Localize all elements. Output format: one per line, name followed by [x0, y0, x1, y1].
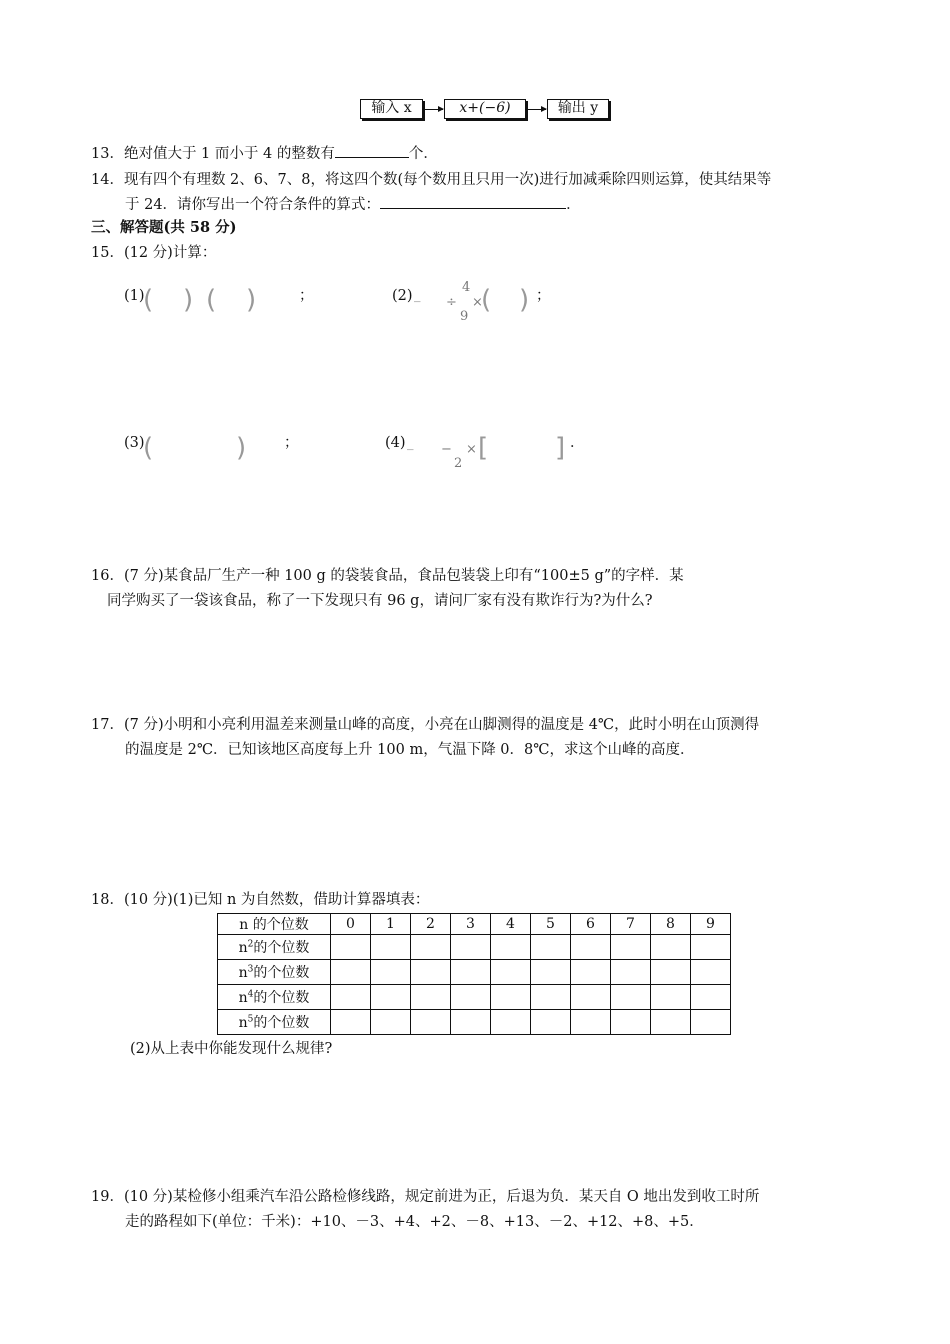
table-cell[interactable] — [611, 985, 651, 1010]
table-cell[interactable] — [531, 985, 571, 1010]
table-cell[interactable] — [651, 960, 691, 985]
table-row — [218, 1010, 731, 1035]
q15-part1-semi-text: ； — [299, 288, 314, 304]
section-3-title — [91, 218, 237, 238]
q15-part4-times-text: × — [466, 442, 477, 457]
table-cell[interactable] — [571, 985, 611, 1010]
q14-text-line2: 于 24．请你写出一个符合条件的算式： — [125, 197, 381, 213]
q15-part2-paren-open: ( — [481, 285, 492, 315]
table-cell[interactable] — [451, 1010, 491, 1035]
table-header-digit: 6 — [571, 914, 611, 935]
q14-number: 14． — [91, 172, 124, 188]
q15-part1-text: (1) — [124, 288, 145, 304]
table-cell[interactable] — [371, 985, 411, 1010]
table-header-digit: 1 — [371, 914, 411, 935]
table-cell[interactable] — [371, 935, 411, 960]
table-cell[interactable] — [571, 935, 611, 960]
row-base: n — [238, 940, 248, 956]
q15-part1-semicolon — [299, 286, 314, 306]
row-suffix: 的个位数 — [253, 940, 310, 956]
table-cell[interactable] — [331, 985, 371, 1010]
table-cell[interactable] — [611, 1010, 651, 1035]
table-header-label: n 的个位数 — [218, 914, 331, 935]
table-row-label — [218, 935, 331, 960]
table-cell[interactable] — [331, 960, 371, 985]
row-exponent: 3 — [247, 964, 254, 975]
q19-number: 19． — [91, 1189, 124, 1205]
q14-answer-blank[interactable] — [380, 194, 566, 209]
flow-arrow-2 — [528, 109, 546, 110]
table-cell[interactable] — [491, 960, 531, 985]
table-cell[interactable] — [651, 935, 691, 960]
q15-part4-minus-a: _ — [407, 436, 414, 451]
flow-input-box — [360, 99, 423, 119]
q15-part1-paren-open-b: ( — [206, 285, 217, 315]
q15-part2-div-text: ÷ — [446, 295, 457, 310]
q15-part4-label — [385, 433, 406, 453]
question-17-line2 — [125, 740, 694, 760]
table-cell[interactable] — [491, 1010, 531, 1035]
row-base: n — [238, 965, 248, 981]
q15-part2-frac-num — [462, 280, 470, 295]
table-cell[interactable] — [411, 935, 451, 960]
row-suffix: 的个位数 — [253, 965, 310, 981]
q16-text-line1: (7 分)某食品厂生产一种 100 g 的袋装食品，食品包装袋上印有“100±5 g”的字样．某 — [123, 568, 684, 584]
table-cell[interactable] — [331, 1010, 371, 1035]
table-cell[interactable] — [531, 935, 571, 960]
table-header-digit: 8 — [651, 914, 691, 935]
q15-part4-times — [466, 442, 477, 457]
q15-part4-bracket-open: [ — [478, 433, 489, 463]
q13-number: 13． — [91, 146, 124, 162]
q15-part1-paren-open-a: ( — [143, 285, 154, 315]
q14-text-line1: 现有四个有理数 2、6、7、8，将这四个数(每个数用且只用一次)进行加减乘除四则运算，使其结果等 — [123, 172, 772, 188]
table-cell[interactable] — [651, 985, 691, 1010]
row-exponent: 4 — [247, 989, 254, 1000]
question-18 — [91, 890, 429, 910]
q15-part3-semi-text: ； — [284, 435, 299, 451]
table-header-row — [218, 914, 731, 935]
q15-part2-frac-den-text: 9 — [460, 309, 469, 324]
q15-part3-semicolon — [284, 433, 299, 453]
q15-part2-paren-close: ) — [519, 285, 530, 315]
table-cell[interactable] — [571, 960, 611, 985]
table-cell[interactable] — [411, 1010, 451, 1035]
table-cell[interactable] — [491, 935, 531, 960]
q17-number: 17． — [91, 717, 124, 733]
q13-answer-blank[interactable] — [335, 143, 409, 158]
q15-part2-frac-den — [460, 309, 468, 324]
units-digit-table — [217, 913, 731, 1035]
flow-arrow-1 — [425, 109, 443, 110]
table-cell[interactable] — [451, 985, 491, 1010]
table-cell[interactable] — [331, 935, 371, 960]
q15-part4-frac-den — [454, 456, 462, 471]
flow-output-box — [547, 99, 609, 119]
question-16-line1 — [91, 566, 684, 586]
q15-part2-semi-text: ； — [536, 288, 551, 304]
row-suffix: 的个位数 — [253, 990, 310, 1006]
question-13 — [91, 143, 438, 164]
question-18-part2 — [130, 1039, 332, 1059]
q15-part4-frac-den-text: 2 — [454, 456, 463, 471]
table-row-label — [218, 985, 331, 1010]
table-header-digit: 3 — [451, 914, 491, 935]
q18-number: 18． — [91, 892, 124, 908]
table-header-digit: 0 — [331, 914, 371, 935]
question-19-line2 — [125, 1212, 704, 1232]
table-cell[interactable] — [451, 960, 491, 985]
q15-text: (12 分)计算： — [123, 245, 217, 261]
table-header-digit: 2 — [411, 914, 451, 935]
question-19-line1 — [91, 1187, 759, 1207]
q13-text: 绝对值大于 1 而小于 4 的整数有 — [123, 146, 335, 162]
row-base: n — [238, 1015, 248, 1031]
q15-part4-end-text: ． — [570, 435, 585, 451]
table-row — [218, 985, 731, 1010]
q15-part3-paren-close: ) — [236, 433, 247, 463]
table-cell[interactable] — [371, 960, 411, 985]
q15-part2-minus: _ — [414, 288, 421, 303]
q15-part1-paren-close-b: ) — [246, 285, 257, 315]
q15-part2-frac-num-text: 4 — [462, 280, 471, 295]
table-row — [218, 960, 731, 985]
q14-text-end: ． — [566, 197, 581, 213]
flow-operation-label: x+(−6) — [459, 100, 511, 116]
q15-number: 15． — [91, 245, 124, 261]
q16-number: 16． — [91, 568, 124, 584]
question-15 — [91, 243, 216, 263]
table-cell[interactable] — [531, 960, 571, 985]
table-cell[interactable] — [691, 935, 731, 960]
q15-part3-text: (3) — [124, 435, 145, 451]
question-14-line2 — [125, 194, 581, 215]
table-cell[interactable] — [611, 935, 651, 960]
row-exponent: 2 — [247, 939, 254, 950]
q15-part4-bracket-close: ] — [555, 433, 566, 463]
q15-part2-times-text: × — [472, 295, 483, 310]
table-row-label — [218, 960, 331, 985]
question-17-line1 — [91, 715, 759, 735]
table-header-digit: 9 — [691, 914, 731, 935]
q16-text-line2: 同学购买了一袋该食品，称了一下发现只有 96 g，请问厂家有没有欺诈行为?为什么? — [107, 593, 653, 609]
table-cell[interactable] — [691, 1010, 731, 1035]
q18-text-line1: (10 分)(1)已知 n 为自然数，借助计算器填表： — [123, 892, 430, 908]
q18-part2-text: (2)从上表中你能发现什么规律? — [130, 1041, 333, 1057]
q13-text-end: 个． — [408, 146, 438, 162]
flow-output-label: 输出 y — [557, 100, 599, 116]
q15-part3-label — [124, 433, 145, 453]
q15-part2-div — [446, 295, 457, 310]
table-header-digit: 7 — [611, 914, 651, 935]
table-cell[interactable] — [411, 960, 451, 985]
table-cell[interactable] — [691, 960, 731, 985]
table-row — [218, 935, 731, 960]
table-cell[interactable] — [531, 1010, 571, 1035]
table-cell[interactable] — [451, 935, 491, 960]
table-cell[interactable] — [571, 1010, 611, 1035]
row-base: n — [238, 990, 248, 1006]
table-header-digit: 5 — [531, 914, 571, 935]
table-cell[interactable] — [411, 985, 451, 1010]
table-cell[interactable] — [691, 985, 731, 1010]
q15-part2-text: (2) — [392, 288, 413, 304]
q15-part3-paren-open: ( — [143, 433, 154, 463]
q15-part4-text: (4) — [385, 435, 406, 451]
table-row-label — [218, 1010, 331, 1035]
table-cell[interactable] — [651, 1010, 691, 1035]
section-3-title-text: 三、解答题(共 58 分) — [91, 219, 237, 236]
q15-part2-semicolon — [536, 286, 551, 306]
q17-text-line1: (7 分)小明和小亮利用温差来测量山峰的高度，小亮在山脚测得的温度是 4℃，此时小明在山顶测得 — [123, 717, 760, 733]
q19-text-line1: (10 分)某检修小组乘汽车沿公路检修线路，规定前进为正，后退为负．某天自 O 地出发到收工时所 — [123, 1189, 760, 1205]
q15-part4-minus-b: − — [441, 442, 452, 457]
q17-text-line2: 的温度是 2℃．已知该地区高度每上升 100 m，气温下降 0．8℃，求这个山峰的高度． — [125, 742, 695, 758]
row-suffix: 的个位数 — [253, 1015, 310, 1031]
table-cell[interactable] — [491, 985, 531, 1010]
q15-part1-label — [124, 286, 145, 306]
flow-input-label: 输入 x — [371, 100, 412, 116]
table-header-digit: 4 — [491, 914, 531, 935]
question-14-line1 — [91, 170, 771, 190]
table-cell[interactable] — [371, 1010, 411, 1035]
table-cell[interactable] — [611, 960, 651, 985]
q19-text-line2: 走的路程如下(单位：千米)：+10、－3、+4、+2、－8、+13、－2、+12、+8、+5． — [125, 1214, 704, 1230]
question-16-line2 — [107, 591, 653, 611]
q15-part4-end — [570, 433, 585, 453]
row-exponent: 5 — [247, 1014, 254, 1025]
q15-part1-paren-close-a: ) — [183, 285, 194, 315]
flow-operation-box — [444, 99, 526, 119]
q15-part2-label — [392, 286, 413, 306]
